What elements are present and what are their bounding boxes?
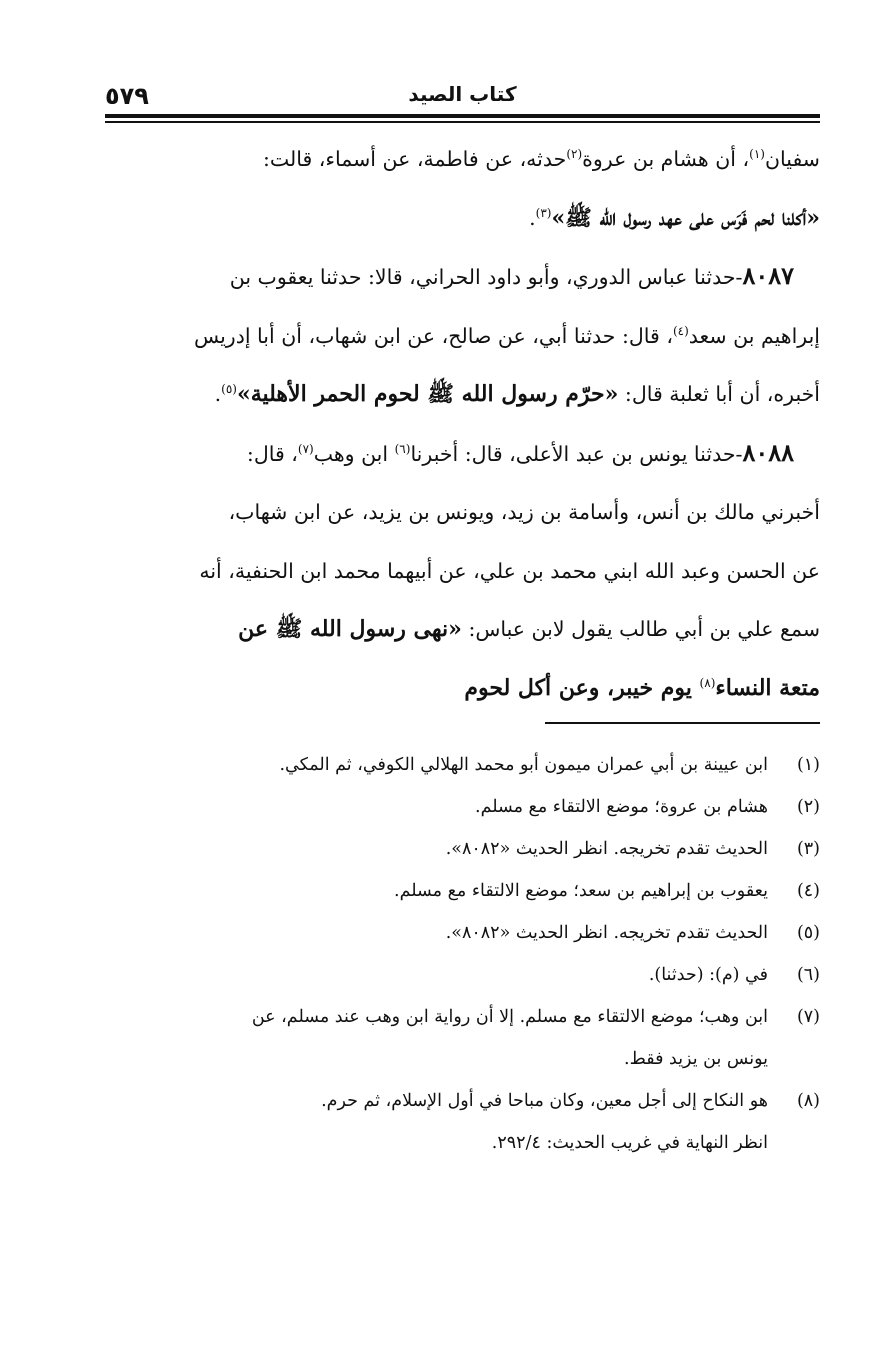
- text-run: ، قال: حدثنا أبي، عن صالح، عن ابن شهاب، أن أبا إدريس: [193, 323, 673, 348]
- hadith-quote: «حرّم رسول الله ﷺ لحوم الحمر الأهلية»: [236, 381, 619, 407]
- header-rule-thin: [105, 121, 820, 123]
- hadith-8087: [105, 247, 820, 424]
- text-line: [105, 307, 820, 366]
- footnote-ref: (٥): [221, 382, 237, 397]
- footnote-text: ابن عيينة بن أبي عمران ميمون أبو محمد الهلالي الكوفي، ثم المكي.: [279, 755, 768, 775]
- text-line: عن الحسن وعبد الله ابني محمد بن علي، عن أبيهما محمد ابن الحنفية، أنه: [199, 558, 820, 583]
- text-line: [105, 247, 820, 307]
- header-rule-thick: [105, 114, 820, 118]
- footnote-text: الحديث تقدم تخريجه. انظر الحديث «٨٠٨٢».: [445, 839, 768, 859]
- footnote-number: (٧): [796, 1007, 820, 1027]
- footnote-6: [105, 954, 820, 996]
- main-text: [105, 130, 820, 717]
- footnote-number: (١): [796, 755, 820, 775]
- text-line: [105, 365, 820, 424]
- footnote-number: (٢): [796, 797, 820, 817]
- footnote-5: [105, 912, 820, 954]
- footnote-7: [105, 996, 820, 1080]
- hadith-quote: «نهى رسول الله ﷺ عن: [238, 616, 462, 642]
- paragraph-continuation: [105, 130, 820, 247]
- text-run: -حدثنا عباس الدوري، وأبو داود الحراني، قالا: حدثنا يعقوب بن: [229, 265, 743, 289]
- chapter-title: كتاب الصيد: [408, 82, 517, 106]
- footnote-ref: (٤): [672, 323, 689, 338]
- text-run: .: [214, 382, 222, 406]
- hadith-number: ٨٠٨٧: [742, 261, 794, 290]
- footnote-ref: (٧): [297, 441, 314, 456]
- footnote-number: (٣): [796, 839, 820, 859]
- text-run: أخبره، أن أبا ثعلبة قال:: [618, 382, 820, 406]
- page-number: ٥٧٩: [105, 82, 149, 110]
- text-line: [105, 659, 820, 718]
- footnote-4: [105, 870, 820, 912]
- footnote-text: هشام بن عروة؛ موضع الالتقاء مع مسلم.: [475, 797, 768, 817]
- hadith-number: ٨٠٨٨: [742, 437, 794, 467]
- text-run: ، أن هشام بن عروة: [582, 147, 750, 171]
- text-run: .: [529, 205, 536, 230]
- footnote-2: [105, 786, 820, 828]
- text-line: [105, 130, 820, 189]
- footnote-text: هو النكاح إلى أجل معين، وكان مباحا في أول الإسلام، ثم حرم.: [321, 1091, 768, 1111]
- footnote-separator: [545, 722, 820, 724]
- footnotes: [105, 744, 820, 1164]
- hadith-quote: «أكلنا لحم فَرَس على عهد رسول الله ﷺ»: [551, 204, 820, 231]
- text-line: [105, 424, 820, 484]
- footnote-number: (٨): [796, 1091, 820, 1111]
- footnote-text: ابن وهب؛ موضع الالتقاء مع مسلم. إلا أن رواية ابن وهب عند مسلم، عن: [251, 1007, 768, 1027]
- text-run: ابن وهب: [313, 441, 395, 466]
- text-run: ، قال:: [246, 441, 298, 466]
- hadith-quote: متعة النساء: [715, 674, 820, 701]
- footnote-number: (٤): [796, 881, 820, 901]
- footnote-ref: (١): [749, 147, 765, 162]
- page-header: [105, 80, 820, 112]
- footnote-text: يعقوب بن إبراهيم بن سعد؛ موضع الالتقاء مع مسلم.: [394, 881, 768, 901]
- footnote-text: في (م): (حدثنا).: [648, 965, 768, 985]
- hadith-8088: [105, 424, 820, 718]
- footnote-text: الحديث تقدم تخريجه. انظر الحديث «٨٠٨٢».: [445, 923, 768, 943]
- footnote-number: (٥): [796, 923, 820, 943]
- footnote-text: انظر النهاية في غريب الحديث: ٢٩٢/٤.: [491, 1133, 768, 1153]
- text-run: سفيان: [764, 147, 820, 171]
- footnote-8: [105, 1080, 820, 1164]
- footnote-ref: (٦): [394, 441, 411, 456]
- text-run: إبراهيم بن سعد: [688, 323, 820, 348]
- text-line: [105, 600, 820, 659]
- footnote-3: [105, 828, 820, 870]
- footnote-text: يونس بن يزيد فقط.: [624, 1049, 768, 1069]
- text-run: حدثه، عن فاطمة، عن أسماء، قالت:: [262, 147, 567, 171]
- footnote-1: [105, 744, 820, 786]
- footnote-number: (٦): [796, 965, 820, 985]
- footnote-ref: (٢): [566, 147, 583, 162]
- hadith-quote: يوم خيبر، وعن أكل لحوم: [464, 674, 700, 701]
- text-line: أخبرني مالك بن أنس، وأسامة بن زيد، ويونس بن يزيد، عن ابن شهاب،: [228, 500, 820, 524]
- footnote-ref: (٨): [699, 675, 716, 690]
- text-run: سمع علي بن أبي طالب يقول لابن عباس:: [461, 617, 820, 641]
- footnote-ref: (٣): [535, 205, 552, 220]
- text-run: -حدثنا يونس بن عبد الأعلى، قال: أخبرنا: [410, 441, 743, 466]
- text-line: [105, 189, 820, 248]
